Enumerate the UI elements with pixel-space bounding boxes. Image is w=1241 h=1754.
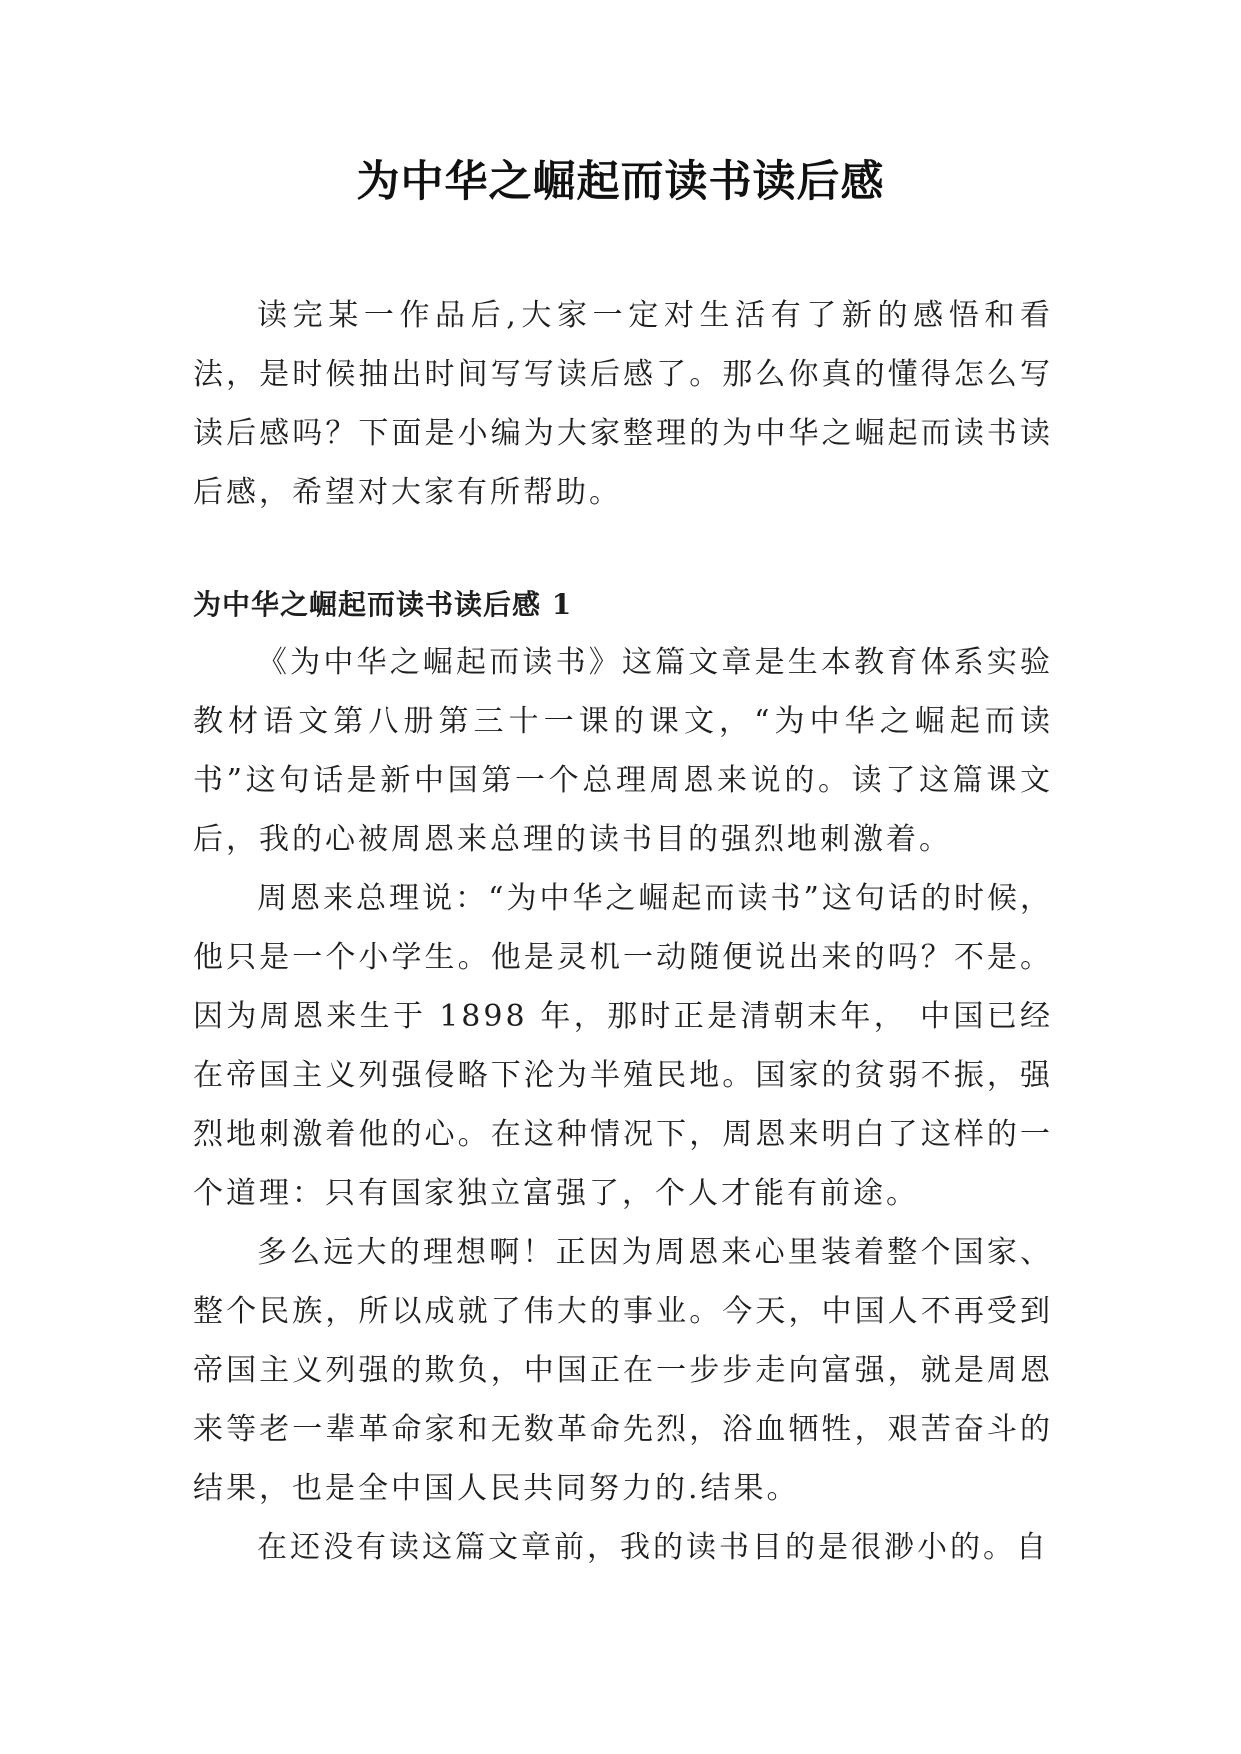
intro-paragraph: 读完某一作品后,大家一定对生活有了新的感悟和看法，是时候抽出时间写写读后感了。那么你真的懂得怎么写读后感吗？下面是小编为大家整理的为中华之崛起而读书读后感，希望对大家有所帮助。 bbox=[193, 298, 1053, 510]
article-body bbox=[193, 633, 1053, 1577]
section-heading: 为中华之崛起而读书读后感 1 bbox=[193, 588, 573, 621]
document-title: 为中华之崛起而读书读后感 bbox=[356, 157, 885, 207]
article-paragraph-3: 多么远大的理想啊！正因为周恩来心里装着整个国家、整个民族，所以成就了伟大的事业。今天，中国人不再受到帝国主义列强的欺负，中国正在一步步走向富强，就是周恩来等老一辈革命家和无数革命先烈，浴血牺牲，艰苦奋斗的结果，也是全中国人民共同努力的.结果。 bbox=[193, 1235, 1053, 1506]
article-paragraph-2: 周恩来总理说：“为中华之崛起而读书”这句话的时候，他只是一个小学生。他是灵机一动随便说出来的吗？不是。因为周恩来生于 1898 年，那时正是清朝末年， 中国已经在帝国主义列强侵略下沦为半殖民地。国家的贫弱不振，强烈地刺激着他的心。在这种情况下，周恩来明白了这样的一个道理：只有国家独立富强了，个人才能有前途。 bbox=[193, 881, 1053, 1211]
article-paragraph-1: 《为中华之崛起而读书》这篇文章是生本教育体系实验教材语文第八册第三十一课的课文，“为中华之崛起而读书”这句话是新中国第一个总理周恩来说的。读了这篇课文后，我的心被周恩来总理的读书目的强烈地刺激着。 bbox=[193, 645, 1053, 857]
article-paragraph-4: 在还没有读这篇文章前，我的读书目的是很渺小的。自 bbox=[257, 1530, 1049, 1565]
